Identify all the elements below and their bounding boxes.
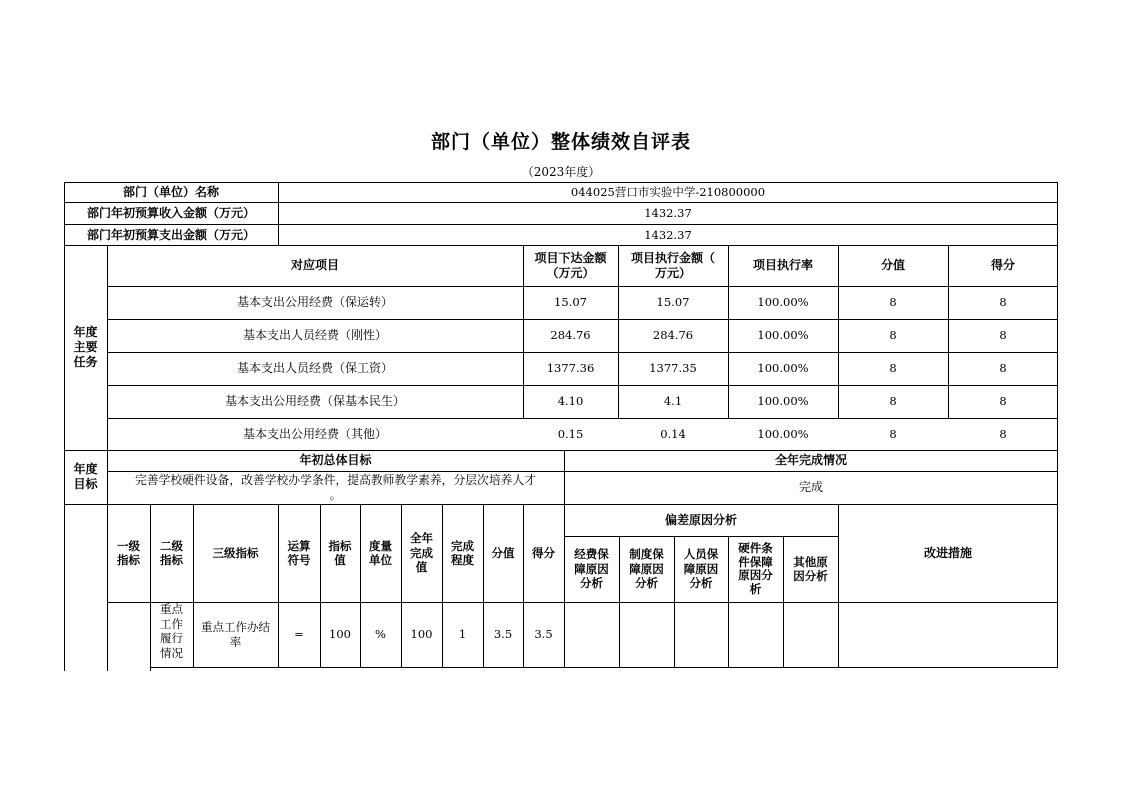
indicator-row-score-value: 3.5: [493, 627, 513, 641]
page-subtitle: （2023年度）: [521, 165, 601, 179]
indicator-row-level2: 重点 工作 履行 情况: [160, 602, 183, 660]
col-dev-system: 制度保 障原因 分析: [629, 547, 664, 591]
task-row-rate: 100.00%: [757, 328, 809, 342]
task-row-score: 8: [999, 426, 1007, 441]
col-dev-other: 其他原 因分析: [793, 554, 828, 583]
task-row-executed: 15.07: [656, 295, 690, 309]
task-row-issued: 15.07: [554, 295, 587, 309]
indicator-row-level3: 重点工作办结 率: [201, 620, 270, 649]
budget-expense-label: 部门年初预算支出金额（万元）: [86, 227, 255, 242]
col-level3-indicator: 三级指标: [212, 545, 259, 560]
initial-goal-header: 年初总体目标: [299, 453, 372, 467]
col-level2-indicator: 二级 指标: [160, 538, 183, 567]
task-row-score-value: 8: [889, 361, 897, 375]
task-row-executed: 0.14: [660, 426, 686, 441]
col-actual-value: 全年 完成 值: [410, 531, 433, 575]
task-row-executed: 284.76: [652, 328, 694, 342]
col-deviation-analysis: 偏差原因分析: [664, 512, 737, 527]
col-operator: 运算 符号: [287, 538, 311, 567]
completion-header: 全年完成情况: [774, 453, 847, 467]
performance-table: [64, 182, 1058, 672]
task-row-rate: 100.00%: [757, 426, 809, 441]
task-row-score: 8: [999, 361, 1007, 375]
task-row-score-value: 8: [889, 295, 897, 309]
initial-goal-line: 完善学校硬件设备，改善学校办学条件，提高教师教学素养，分层次培养人才: [134, 472, 537, 487]
indicator-row-target: 100: [329, 627, 351, 641]
dept-name-label: 部门（单位）名称: [122, 185, 219, 199]
task-row-item: 基本支出人员经费（保工资）: [236, 361, 393, 375]
page-cut: [64, 671, 1058, 675]
page-title: 部门（单位）整体绩效自评表: [430, 131, 691, 153]
task-row-rate: 100.00%: [757, 295, 809, 309]
completion-text: 完成: [798, 480, 823, 494]
col-completion-degree: 完成 程度: [451, 538, 474, 567]
task-row-rate: 100.00%: [757, 361, 809, 375]
col-unit: 度量 单位: [369, 538, 392, 567]
task-row-executed: 1377.35: [649, 361, 697, 375]
initial-goal-line: 。: [329, 487, 342, 502]
dept-name-value: 044025营口市实验中学-210800000: [570, 185, 766, 199]
col-indicator-score: 得分: [532, 545, 555, 560]
col-project: 对应项目: [290, 258, 339, 272]
indicator-row-operator: =: [294, 627, 304, 641]
task-row-item: 基本支出公用经费（保基本民生）: [224, 394, 405, 408]
task-row-score: 8: [999, 295, 1007, 309]
col-dev-staff: 人员保 障原因 分析: [683, 547, 719, 591]
task-row-issued: 1377.36: [546, 361, 595, 375]
task-row-executed: 4.1: [663, 394, 683, 408]
budget-expense-value: 1432.37: [644, 227, 692, 242]
indicator-row-actual: 100: [410, 627, 433, 641]
col-indicator-score-value: 分值: [491, 545, 515, 560]
task-row-score: 8: [999, 394, 1007, 408]
indicator-row-score: 3.5: [534, 627, 553, 641]
initial-goal-text: [107, 471, 564, 504]
col-execution-rate: 项目执行率: [752, 258, 813, 272]
task-row-score-value: 8: [889, 426, 897, 441]
tasks-side-label: 年度 主要 任务: [73, 325, 98, 369]
goals-side-label: 年度 目标: [73, 462, 98, 491]
col-score-value: 分值: [880, 258, 905, 272]
col-executed-amount: 项目执行金额（ 万元）: [630, 250, 715, 280]
col-dev-fund: 经费保 障原因 分析: [574, 547, 609, 591]
task-row-item: 基本支出公用经费（其他）: [242, 426, 387, 441]
task-row-rate: 100.00%: [757, 394, 809, 408]
task-row-score: 8: [999, 328, 1007, 342]
col-level1-indicator: 一级 指标: [117, 538, 140, 567]
budget-income-value: 1432.37: [644, 205, 692, 220]
task-row-item: 基本支出人员经费（刚性）: [242, 328, 387, 342]
col-score: 得分: [990, 258, 1015, 272]
budget-income-label: 部门年初预算收入金额（万元）: [86, 205, 255, 220]
col-issued-amount: 项目下达金额 （万元）: [534, 250, 607, 280]
task-row-score-value: 8: [889, 394, 897, 408]
indicator-row-unit: %: [375, 627, 386, 641]
task-row-item: 基本支出公用经费（保运转）: [236, 295, 393, 309]
indicator-row-completion: 1: [458, 627, 467, 641]
col-target-value: 指标 值: [328, 538, 352, 567]
task-row-issued: 0.15: [557, 426, 584, 441]
task-row-issued: 4.10: [557, 394, 584, 408]
col-improvement: 改进措施: [923, 545, 972, 560]
col-dev-hardware: 硬件条 件保障 原因分 析: [738, 541, 773, 596]
task-row-issued: 284.76: [550, 328, 591, 342]
task-row-score-value: 8: [889, 328, 897, 342]
